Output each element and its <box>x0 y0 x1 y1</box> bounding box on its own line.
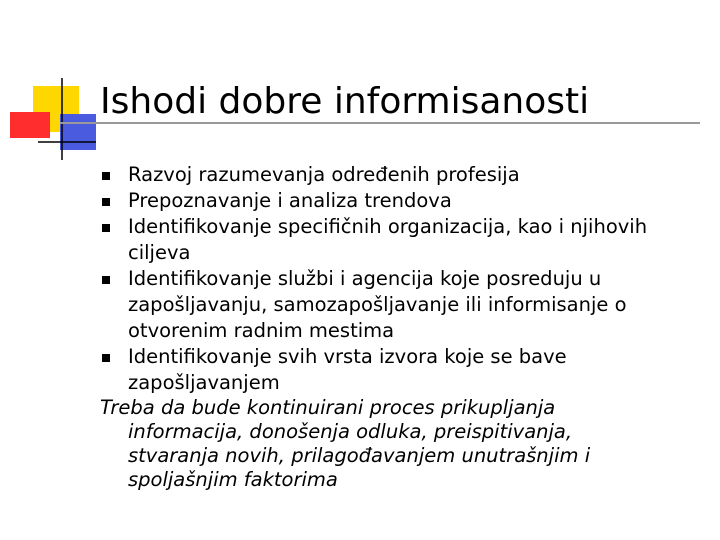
square-bullet-icon <box>102 276 110 284</box>
bullet-text: Prepoznavanje i analiza trendova <box>128 189 452 212</box>
bullet-text: Identifikovanje specifičnih organizacija, kao i njihovih ciljeva <box>128 215 648 264</box>
square-bullet-icon <box>102 354 110 362</box>
bullet-item <box>100 188 700 214</box>
summary-note: Treba da bude kontinuirani proces prikupljanja informacija, donošenja odluka, preispitivanja, stvaranja novih, prilagođavanjem unutrašnjim i spoljašnjim faktorima <box>100 396 591 491</box>
square-bullet-icon <box>102 198 110 206</box>
slide-title: Ishodi dobre informisanosti <box>100 81 590 122</box>
bullet-text: Identifikovanje službi i agencija koje posreduju u zapošljavanju, samozapošljavanje ili informisanje o otvorenim radnim mestima <box>128 267 627 342</box>
square-bullet-icon <box>102 172 110 180</box>
bullet-item <box>100 344 700 396</box>
bullet-item <box>100 162 700 188</box>
blue-square <box>60 114 96 150</box>
red-square <box>10 112 50 138</box>
bullet-item <box>100 214 700 266</box>
bullet-text: Identifikovanje svih vrsta izvora koje se bave zapošljavanjem <box>128 345 567 394</box>
bullet-item <box>100 266 700 344</box>
bullet-text: Razvoj razumevanja određenih profesija <box>128 163 520 186</box>
square-bullet-icon <box>102 224 110 232</box>
bullet-list <box>100 162 700 396</box>
